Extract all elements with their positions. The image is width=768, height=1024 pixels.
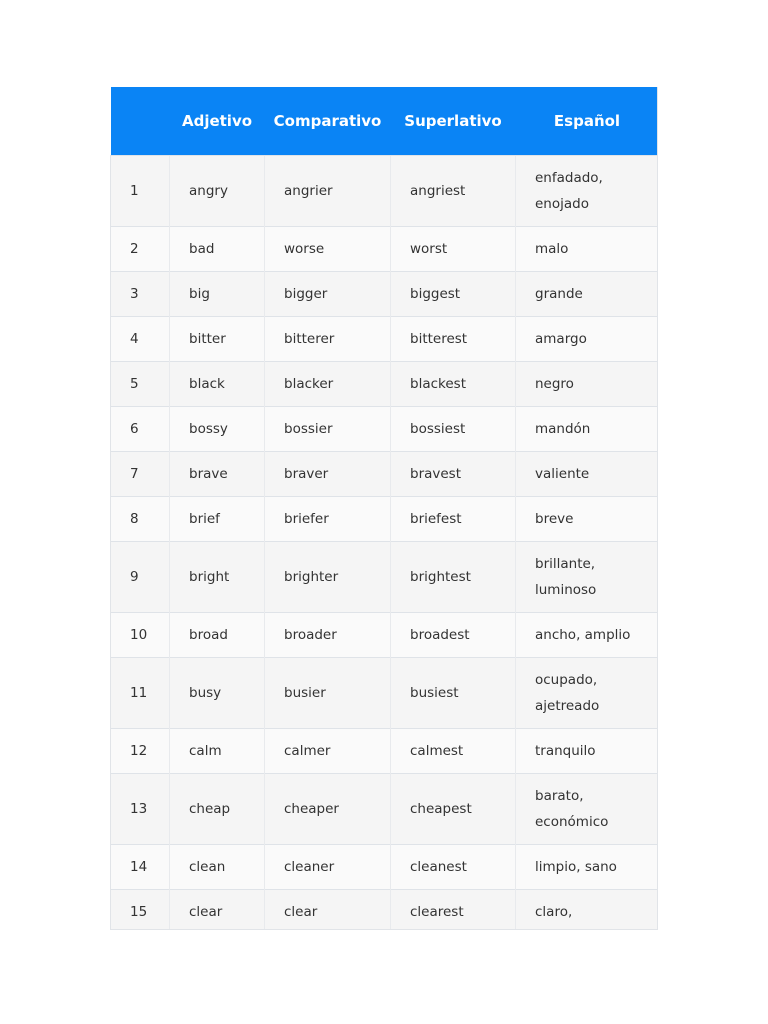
table-header (111, 87, 659, 155)
table-row (111, 496, 659, 541)
cell-number: 15 (111, 889, 170, 930)
cell-comparative: bitterer (265, 316, 391, 361)
header-superlative: Superlativo (391, 87, 516, 155)
table-row (111, 226, 659, 271)
table-row (111, 316, 659, 361)
cell-adjective: brave (170, 451, 265, 496)
cell-comparative: briefer (265, 496, 391, 541)
cell-number: 8 (111, 496, 170, 541)
table-row (111, 271, 659, 316)
cell-spanish: brillante, luminoso (516, 541, 659, 612)
header-spanish: Español (516, 87, 659, 155)
cell-adjective: big (170, 271, 265, 316)
table-row (111, 541, 659, 612)
cell-comparative: broader (265, 612, 391, 657)
cell-comparative: bigger (265, 271, 391, 316)
cell-superlative: brightest (391, 541, 516, 612)
cell-superlative: calmest (391, 728, 516, 773)
vocabulary-table-container (110, 87, 658, 930)
cell-comparative: busier (265, 657, 391, 728)
cell-superlative: briefest (391, 496, 516, 541)
table-row (111, 728, 659, 773)
cell-number: 11 (111, 657, 170, 728)
cell-adjective: brief (170, 496, 265, 541)
cell-adjective: bad (170, 226, 265, 271)
cell-superlative: cleanest (391, 844, 516, 889)
cell-spanish: claro, (516, 889, 659, 930)
cell-number: 1 (111, 155, 170, 226)
cell-spanish: enfadado, enojado (516, 155, 659, 226)
cell-comparative: bossier (265, 406, 391, 451)
cell-adjective: calm (170, 728, 265, 773)
cell-adjective: clean (170, 844, 265, 889)
table-row (111, 155, 659, 226)
cell-comparative: cleaner (265, 844, 391, 889)
cell-number: 10 (111, 612, 170, 657)
table-row (111, 361, 659, 406)
cell-superlative: biggest (391, 271, 516, 316)
table-row (111, 844, 659, 889)
cell-comparative: braver (265, 451, 391, 496)
cell-spanish: tranquilo (516, 728, 659, 773)
cell-adjective: busy (170, 657, 265, 728)
table-row (111, 406, 659, 451)
cell-comparative: cheaper (265, 773, 391, 844)
cell-number: 2 (111, 226, 170, 271)
cell-number: 3 (111, 271, 170, 316)
cell-superlative: angriest (391, 155, 516, 226)
cell-spanish: valiente (516, 451, 659, 496)
cell-comparative: worse (265, 226, 391, 271)
cell-superlative: bravest (391, 451, 516, 496)
cell-comparative: blacker (265, 361, 391, 406)
cell-adjective: bright (170, 541, 265, 612)
header-number (111, 87, 170, 155)
cell-superlative: bossiest (391, 406, 516, 451)
cell-number: 14 (111, 844, 170, 889)
cell-spanish: limpio, sano (516, 844, 659, 889)
cell-number: 5 (111, 361, 170, 406)
cell-spanish: mandón (516, 406, 659, 451)
table-row (111, 889, 659, 930)
cell-comparative: calmer (265, 728, 391, 773)
cell-superlative: blackest (391, 361, 516, 406)
cell-spanish: ocupado, ajetreado (516, 657, 659, 728)
cell-adjective: bossy (170, 406, 265, 451)
cell-adjective: cheap (170, 773, 265, 844)
table-row (111, 612, 659, 657)
header-adjective: Adjetivo (170, 87, 265, 155)
cell-adjective: clear (170, 889, 265, 930)
table-row (111, 773, 659, 844)
cell-superlative: cheapest (391, 773, 516, 844)
cell-comparative: angrier (265, 155, 391, 226)
cell-number: 7 (111, 451, 170, 496)
table-row (111, 451, 659, 496)
cell-adjective: broad (170, 612, 265, 657)
cell-number: 6 (111, 406, 170, 451)
cell-superlative: bitterest (391, 316, 516, 361)
cell-adjective: bitter (170, 316, 265, 361)
cell-number: 12 (111, 728, 170, 773)
cell-adjective: black (170, 361, 265, 406)
table-row (111, 657, 659, 728)
cell-number: 4 (111, 316, 170, 361)
cell-spanish: breve (516, 496, 659, 541)
table-body (111, 155, 659, 930)
cell-spanish: ancho, amplio (516, 612, 659, 657)
cell-spanish: grande (516, 271, 659, 316)
adjective-comparison-table (110, 87, 658, 930)
cell-superlative: clearest (391, 889, 516, 930)
cell-spanish: negro (516, 361, 659, 406)
cell-spanish: amargo (516, 316, 659, 361)
cell-adjective: angry (170, 155, 265, 226)
header-comparative: Comparativo (265, 87, 391, 155)
cell-number: 13 (111, 773, 170, 844)
cell-number: 9 (111, 541, 170, 612)
cell-comparative: clear (265, 889, 391, 930)
cell-spanish: barato, económico (516, 773, 659, 844)
cell-superlative: broadest (391, 612, 516, 657)
cell-comparative: brighter (265, 541, 391, 612)
cell-superlative: worst (391, 226, 516, 271)
cell-spanish: malo (516, 226, 659, 271)
header-row (111, 87, 659, 155)
cell-superlative: busiest (391, 657, 516, 728)
